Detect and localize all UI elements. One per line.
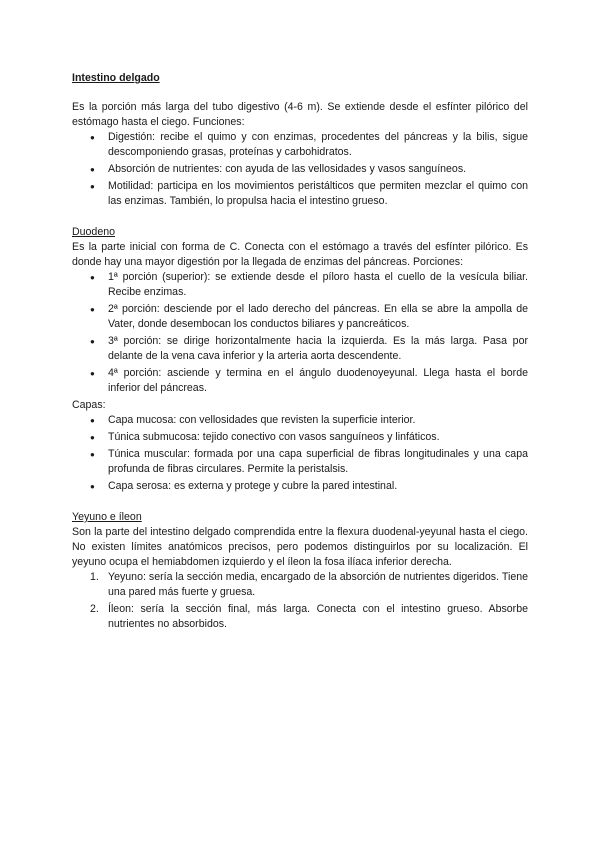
- list-item: ● Capa mucosa: con vellosidades que revisten la superficie interior.: [72, 413, 528, 428]
- duodeno-heading: Duodeno: [72, 226, 116, 238]
- list-item: ● 1ª porción (superior): se extiende desde el píloro hasta el cuello de la vesícula biliar. Recibe enzimas.: [72, 270, 528, 300]
- duodeno-paragraph: Es la parte inicial con forma de C. Conecta con el estómago a través del esfínter pilórico. Es donde hay una mayor digestión por la llegada de enzimas del páncreas. Porciones:: [72, 241, 528, 268]
- intro-paragraph: Es la porción más larga del tubo digestivo (4-6 m). Se extiende desde el esfínter pilórico del estómago hasta el ciego. Funciones:: [72, 101, 528, 128]
- list-text: Íleon: sería la sección final, más larga. Conecta con el intestino grueso. Absorbe nutrientes no absorbidos.: [108, 603, 528, 630]
- list-item: ● 2ª porción: desciende por el lado derecho del páncreas. En ella se abre la ampolla de Vater, donde desembocan los conductos biliares y pancreáticos.: [72, 302, 528, 332]
- list-item: ● Motilidad: participa en los movimientos peristálticos que permiten mezclar el quimo con las enzimas. También, lo propulsa hacia el intestino grueso.: [72, 179, 528, 209]
- list-number: 2.: [90, 603, 99, 615]
- list-item: ● Digestión: recibe el quimo y con enzimas, procedentes del páncreas y la bilis, sigue descomponiendo grasas, proteínas y carbohidratos.: [72, 130, 528, 160]
- list-item: ● 4ª porción: asciende y termina en el ángulo duodenoyeyunal. Llega hasta el borde inferior del páncreas.: [72, 366, 528, 396]
- funciones-list: [72, 130, 528, 209]
- list-item: ● Absorción de nutrientes: con ayuda de las vellosidades y vasos sanguíneos.: [72, 162, 528, 177]
- document-title: Intestino delgado: [72, 72, 160, 84]
- yeyuno-heading: Yeyuno e íleon: [72, 511, 142, 523]
- list-item: ● Capa serosa: es externa y protege y cubre la pared intestinal.: [72, 479, 528, 494]
- list-item: ● Túnica muscular: formada por una capa superficial de fibras longitudinales y una capa profunda de fibras circulares. Permite la peristalsis.: [72, 447, 528, 477]
- yeyuno-list: [72, 570, 528, 632]
- document-content: [72, 71, 528, 634]
- list-item: [72, 602, 528, 632]
- capas-list: [72, 413, 528, 494]
- list-item: ● Túnica submucosa: tejido conectivo con vasos sanguíneos y linfáticos.: [72, 430, 528, 445]
- porciones-list: [72, 270, 528, 396]
- yeyuno-paragraph: Son la parte del intestino delgado comprendida entre la flexura duodenal-yeyunal hasta el ciego. No existen límites anatómicos precisos, pero podemos distinguirlos por su localización. El yeyuno ocupa el hemiabdomen izquierdo y el íleon la fosa ilíaca inferior derecha.: [72, 526, 528, 568]
- list-text: Yeyuno: sería la sección media, encargado de la absorción de nutrientes digeridos. Tiene una pared más fuerte y gruesa.: [108, 571, 528, 598]
- capas-label: Capas:: [72, 399, 106, 411]
- list-number: 1.: [90, 571, 99, 583]
- list-item: [72, 570, 528, 600]
- list-item: ● 3ª porción: se dirige horizontalmente hacia la izquierda. Es la más larga. Pasa por delante de la vena cava inferior y la arteria aorta descendente.: [72, 334, 528, 364]
